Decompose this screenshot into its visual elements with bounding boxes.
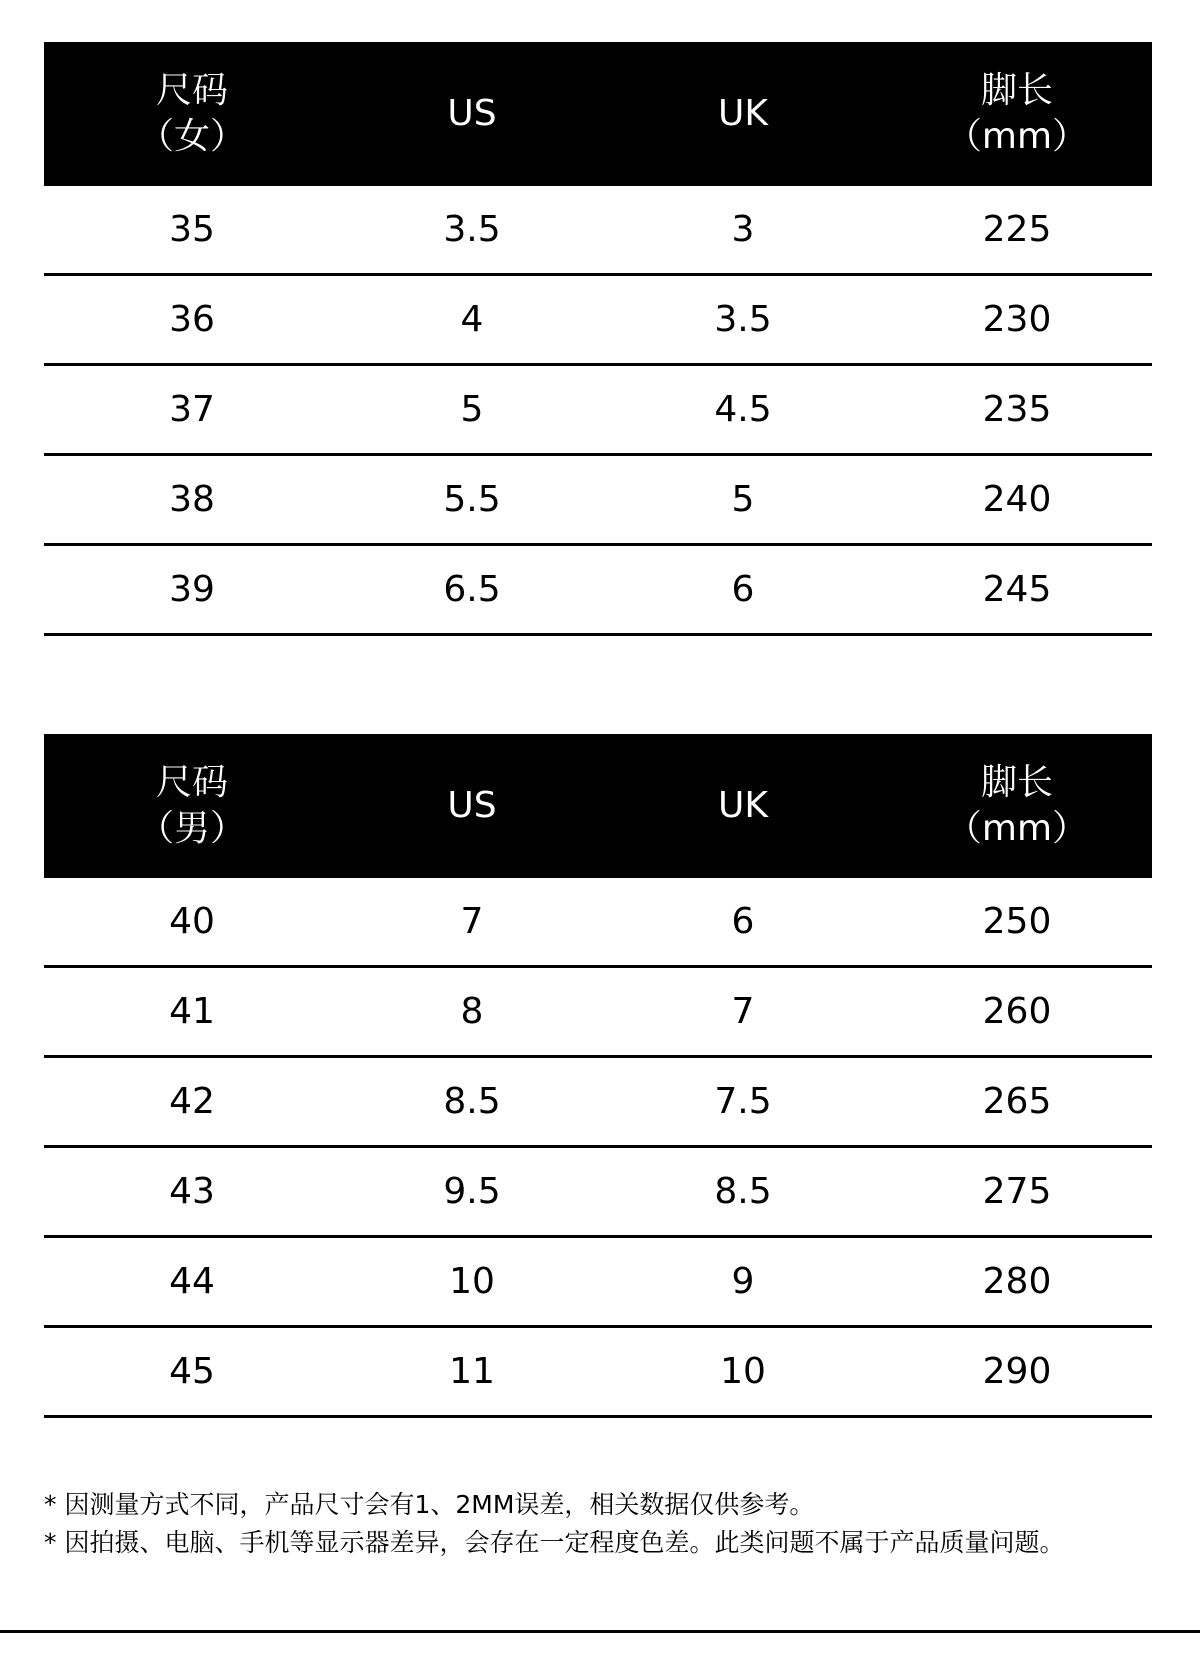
cell-uk: 8.5 xyxy=(714,1171,772,1212)
cell-us: 5.5 xyxy=(443,479,501,520)
cell-foot-length: 245 xyxy=(982,569,1052,610)
cell-us: 10 xyxy=(449,1261,495,1302)
table-row xyxy=(44,968,1152,1058)
table-header xyxy=(44,42,1152,186)
cell-size: 41 xyxy=(169,991,215,1032)
men-size-table xyxy=(44,734,1152,1418)
cell-us: 8 xyxy=(460,991,484,1032)
header-size-women: 尺码 （女） xyxy=(137,70,246,157)
header-uk: UK xyxy=(718,785,768,826)
cell-foot-length: 280 xyxy=(982,1261,1052,1302)
cell-size: 37 xyxy=(169,389,215,430)
table-row xyxy=(44,366,1152,456)
cell-us: 3.5 xyxy=(443,209,501,250)
cell-uk: 7.5 xyxy=(714,1081,772,1122)
table-header xyxy=(44,734,1152,878)
header-foot-length: 脚长 （mm） xyxy=(945,762,1089,849)
table-row xyxy=(44,1328,1152,1418)
header-uk: UK xyxy=(718,93,768,134)
table-row xyxy=(44,276,1152,366)
cell-us: 5 xyxy=(460,389,484,430)
note-measurement-error: * 因测量方式不同，产品尺寸会有1、2MM误差，相关数据仅供参考。 xyxy=(44,1490,815,1519)
cell-foot-length: 225 xyxy=(982,209,1052,250)
cell-foot-length: 240 xyxy=(982,479,1052,520)
cell-us: 11 xyxy=(449,1351,495,1392)
women-size-table xyxy=(44,42,1152,636)
cell-size: 40 xyxy=(169,901,215,942)
header-us: US xyxy=(447,93,497,134)
table-row xyxy=(44,186,1152,276)
cell-size: 35 xyxy=(169,209,215,250)
cell-foot-length: 260 xyxy=(982,991,1052,1032)
bottom-divider xyxy=(0,1630,1200,1633)
cell-us: 8.5 xyxy=(443,1081,501,1122)
table-row xyxy=(44,546,1152,636)
header-foot-length: 脚长 （mm） xyxy=(945,70,1089,157)
cell-size: 43 xyxy=(169,1171,215,1212)
table-row xyxy=(44,1238,1152,1328)
table-row xyxy=(44,878,1152,968)
cell-uk: 7 xyxy=(731,991,755,1032)
cell-size: 42 xyxy=(169,1081,215,1122)
cell-uk: 6 xyxy=(731,569,755,610)
cell-foot-length: 265 xyxy=(982,1081,1052,1122)
cell-us: 4 xyxy=(460,299,484,340)
cell-size: 38 xyxy=(169,479,215,520)
cell-uk: 3.5 xyxy=(714,299,772,340)
disclaimer-notes xyxy=(44,1486,1164,1562)
cell-uk: 5 xyxy=(731,479,755,520)
cell-size: 45 xyxy=(169,1351,215,1392)
cell-foot-length: 290 xyxy=(982,1351,1052,1392)
cell-size: 36 xyxy=(169,299,215,340)
cell-us: 6.5 xyxy=(443,569,501,610)
cell-foot-length: 250 xyxy=(982,901,1052,942)
table-row xyxy=(44,1148,1152,1238)
cell-size: 44 xyxy=(169,1261,215,1302)
cell-us: 9.5 xyxy=(443,1171,501,1212)
header-size-men: 尺码 （男） xyxy=(137,762,246,849)
table-row xyxy=(44,1058,1152,1148)
cell-size: 39 xyxy=(169,569,215,610)
cell-foot-length: 235 xyxy=(982,389,1052,430)
table-row xyxy=(44,456,1152,546)
cell-us: 7 xyxy=(460,901,484,942)
cell-uk: 9 xyxy=(731,1261,755,1302)
cell-uk: 10 xyxy=(720,1351,766,1392)
header-us: US xyxy=(447,785,497,826)
cell-uk: 6 xyxy=(731,901,755,942)
cell-uk: 3 xyxy=(731,209,755,250)
cell-uk: 4.5 xyxy=(714,389,772,430)
cell-foot-length: 275 xyxy=(982,1171,1052,1212)
note-color-difference: * 因拍摄、电脑、手机等显示器差异，会存在一定程度色差。此类问题不属于产品质量问题。 xyxy=(44,1528,1065,1557)
cell-foot-length: 230 xyxy=(982,299,1052,340)
